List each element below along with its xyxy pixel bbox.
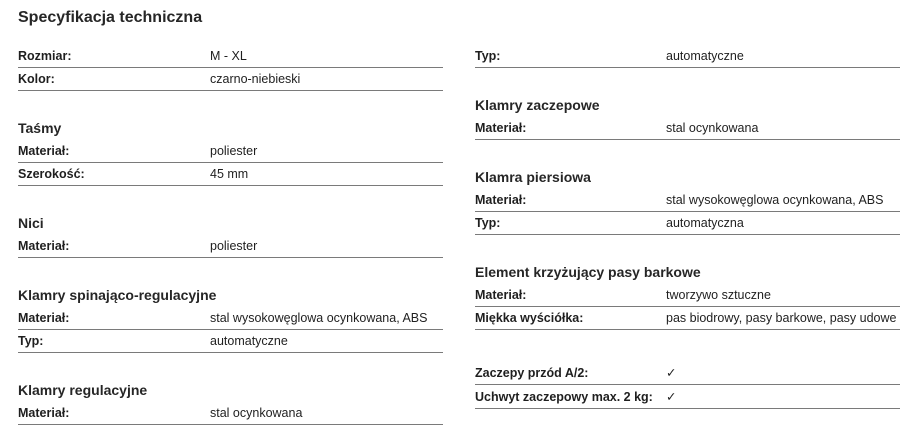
checkmark-icon: ✓ <box>666 390 677 404</box>
spec-value: poliester <box>210 239 258 253</box>
spec-value: automatyczne <box>210 334 288 348</box>
spec-label: Typ: <box>18 334 44 348</box>
spec-row-klamry-spinajaco-typ <box>18 330 443 353</box>
spec-row-tasmy-szerokosc <box>18 163 443 186</box>
spec-row-klamry-spinajaco-material <box>18 307 443 330</box>
spec-row-klamra-piersiowa-material <box>475 189 900 212</box>
spec-value: 45 mm <box>210 167 249 181</box>
spec-value: czarno-niebieski <box>210 72 301 86</box>
spec-value: stal wysokowęglowa ocynkowana, ABS <box>210 311 428 325</box>
section-heading-element-krzyzujacy: Element krzyżujący pasy barkowe <box>475 264 701 280</box>
spec-label: Miękka wyściółka: <box>475 311 584 325</box>
spec-label: Materiał: <box>475 121 527 135</box>
spec-value: automatyczna <box>666 216 744 230</box>
spec-label: Typ: <box>475 216 501 230</box>
spec-row-typ <box>475 45 900 68</box>
spec-label: Materiał: <box>475 193 527 207</box>
spec-row-element-material <box>475 284 900 307</box>
spec-value: stal ocynkowana <box>210 406 303 420</box>
spec-row-element-wysciolka <box>475 307 900 330</box>
spec-row-nici-material <box>18 235 443 258</box>
spec-label: Typ: <box>475 49 501 63</box>
spec-value: stal ocynkowana <box>666 121 759 135</box>
spec-row-tasmy-material <box>18 140 443 163</box>
section-heading-tasmy: Taśmy <box>18 120 62 136</box>
spec-label: Zaczepy przód A/2: <box>475 366 589 380</box>
spec-value: stal wysokowęglowa ocynkowana, ABS <box>666 193 884 207</box>
spec-label: Materiał: <box>18 311 70 325</box>
section-heading-klamry-zaczepowe: Klamry zaczepowe <box>475 97 600 113</box>
spec-label: Materiał: <box>18 406 70 420</box>
section-heading-nici: Nici <box>18 215 44 231</box>
spec-value: M - XL <box>210 49 247 63</box>
spec-row-uchwyt-zaczepowy <box>475 386 900 409</box>
section-heading-klamry-regulacyjne: Klamry regulacyjne <box>18 382 148 398</box>
spec-label: Materiał: <box>475 288 527 302</box>
spec-value: pas biodrowy, pasy barkowe, pasy udowe <box>666 311 897 325</box>
spec-label: Kolor: <box>18 72 55 86</box>
spec-label: Materiał: <box>18 144 70 158</box>
checkmark-icon: ✓ <box>666 366 677 380</box>
spec-row-klamry-zaczepowe-material <box>475 117 900 140</box>
spec-row-klamra-piersiowa-typ <box>475 212 900 235</box>
spec-value: tworzywo sztuczne <box>666 288 771 302</box>
spec-value: automatyczne <box>666 49 744 63</box>
spec-label: Uchwyt zaczepowy max. 2 kg: <box>475 390 653 404</box>
spec-row-klamry-regulacyjne-material <box>18 402 443 425</box>
section-heading-klamry-spinajaco: Klamry spinająco-regulacyjne <box>18 287 217 303</box>
spec-label: Rozmiar: <box>18 49 72 63</box>
page-title: Specyfikacja techniczna <box>18 9 203 26</box>
section-heading-klamra-piersiowa: Klamra piersiowa <box>475 169 591 185</box>
spec-row-rozmiar <box>18 45 443 68</box>
spec-label: Materiał: <box>18 239 70 253</box>
spec-label: Szerokość: <box>18 167 85 181</box>
spec-row-zaczepy-przod <box>475 362 900 385</box>
spec-row-kolor <box>18 68 443 91</box>
spec-value: poliester <box>210 144 258 158</box>
